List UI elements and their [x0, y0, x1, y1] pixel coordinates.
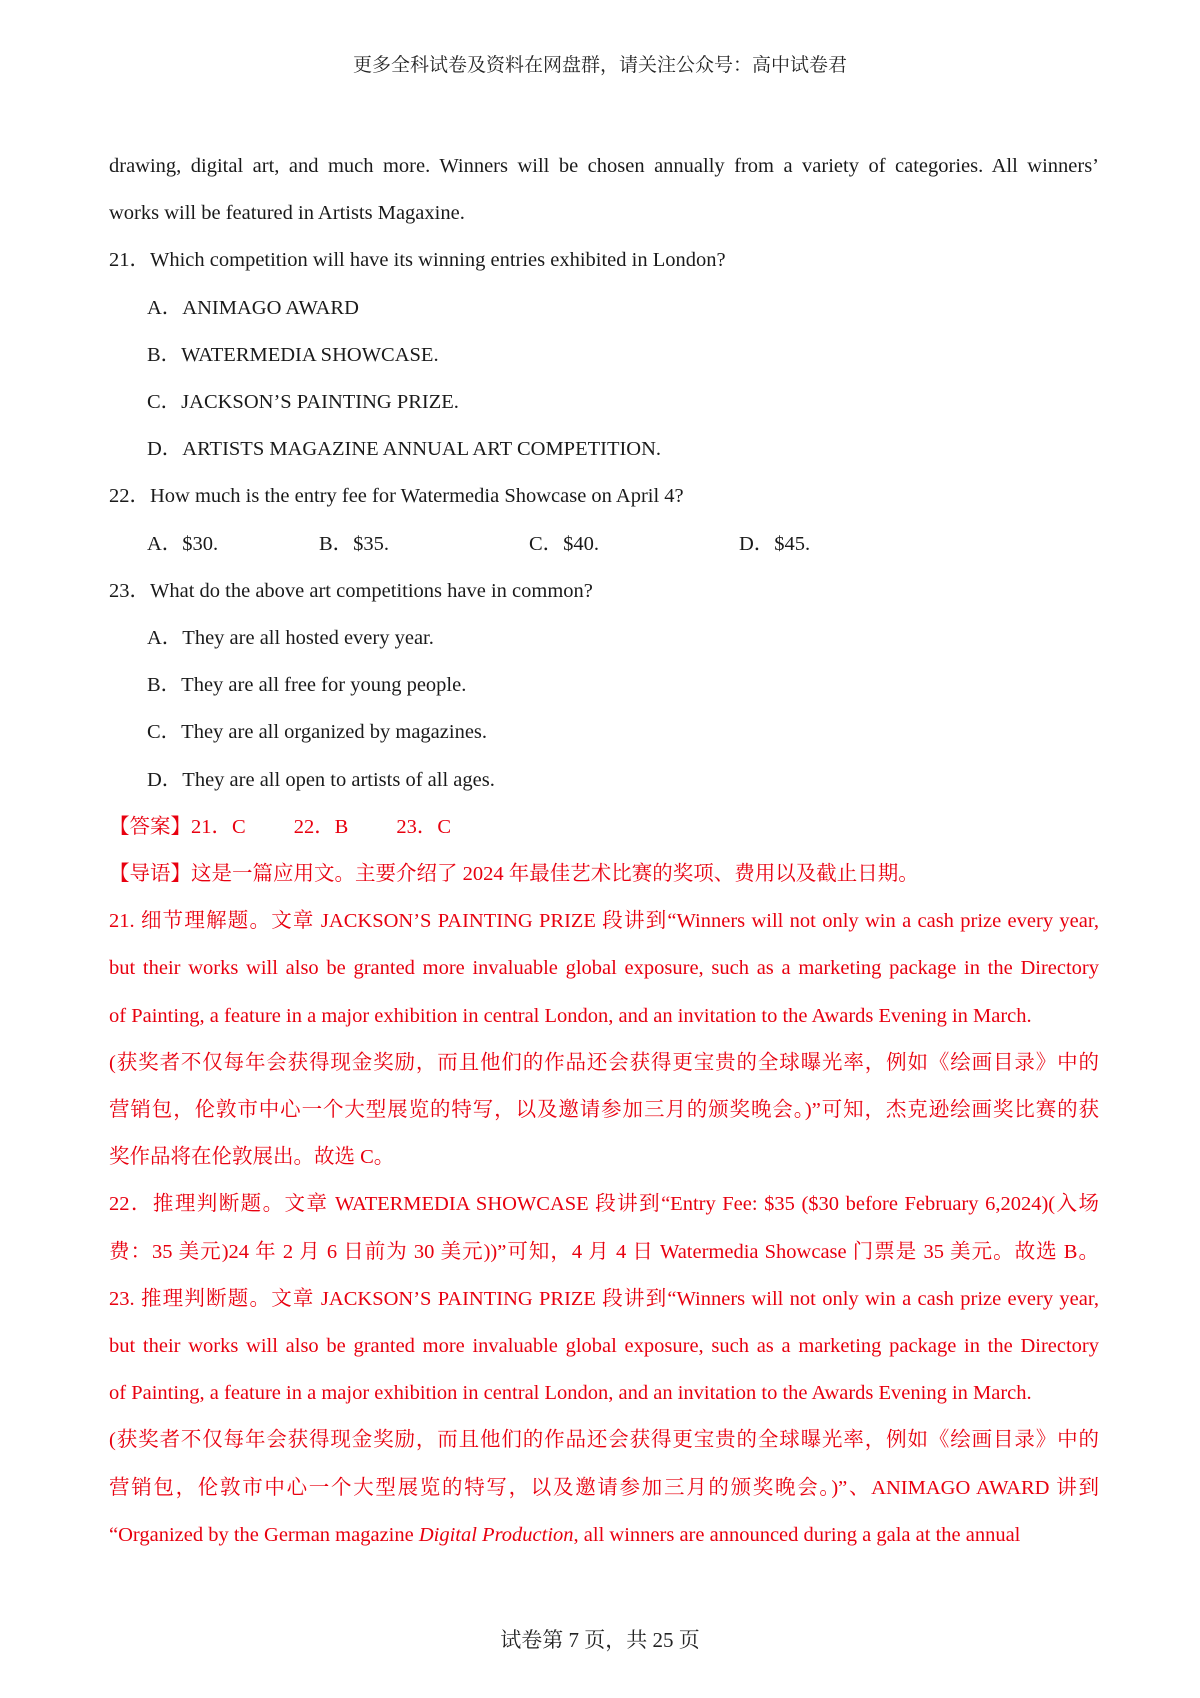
question-23-option-d: D．They are all open to artists of all ages. [147, 768, 495, 791]
document-body [109, 143, 1099, 1559]
guide-text: 这是一篇应用文。主要介绍了 2024 年最佳艺术比赛的奖项、费用以及截止日期。 [191, 863, 919, 886]
page-header: 更多全科试卷及资料在网盘群，请关注公众号：高中试卷君 [352, 55, 847, 76]
question-22-option-c: C．$40. [529, 532, 600, 555]
answer-22: 22．B [293, 815, 349, 838]
question-22-option-a: A．$30. [147, 532, 219, 555]
question-22-options [109, 521, 1099, 568]
explanation-21-line: (获奖者不仅每年会获得现金奖励，而且他们的作品还会获得更宝贵的全球曝光率，例如《绘画目录》中的 [109, 1051, 1099, 1074]
explanation-23-quote-start: “Organized by the German magazine [109, 1523, 419, 1546]
explanation-23-line: 23. 推理判断题。文章 JACKSON’S PAINTING PRIZE 段讲到“Winners will not only win a cash prize every year, [109, 1287, 1099, 1310]
question-23-option-c: C．They are all organized by magazines. [147, 721, 488, 744]
question-21-option-d: D．ARTISTS MAGAZINE ANNUAL ART COMPETITION. [147, 438, 662, 461]
explanation-23-line: but their works will also be granted more invaluable global exposure, such as a marketing package in the Directory [109, 1335, 1099, 1358]
explanation-21-line: 21. 细节理解题。文章 JACKSON’S PAINTING PRIZE 段讲到“Winners will not only win a cash prize every year, [109, 910, 1099, 933]
guide-label: 【导语】 [109, 863, 191, 886]
explanation-23-line: of Painting, a feature in a major exhibition in central London, and an invitation to the Awards Evening in March. [109, 1382, 1032, 1405]
explanation-23-quote-rest: , all winners are announced during a gala at the annual [573, 1523, 1021, 1546]
magazine-title: Digital Production [418, 1523, 574, 1546]
explanation-21-line: of Painting, a feature in a major exhibition in central London, and an invitation to the Awards Evening in March. [109, 1004, 1032, 1027]
answer-21: 21．C [191, 815, 246, 838]
explanation-23-line: 营销包，伦敦市中心一个大型展览的特写，以及邀请参加三月的颁奖晚会。)”、ANIMAGO AWARD 讲到 [109, 1476, 1099, 1499]
explanation-21-line: 营销包，伦敦市中心一个大型展览的特写，以及邀请参加三月的颁奖晚会。)”可知，杰克逊绘画奖比赛的获 [109, 1099, 1099, 1122]
explanation-23-line [109, 1512, 1099, 1559]
explanation-22-line: 22．推理判断题。文章 WATERMEDIA SHOWCASE 段讲到“Entry Fee: $35 ($30 before February 6,2024)(入场 [109, 1193, 1099, 1216]
question-21-stem: 21．Which competition will have its winning entries exhibited in London? [109, 249, 726, 272]
question-21-option-a: A．ANIMAGO AWARD [147, 296, 359, 319]
answer-23: 23．C [396, 815, 452, 838]
answer-label: 【答案】 [109, 815, 191, 838]
explanation-22-line: 费：35 美元)24 年 2 月 6 日前为 30 美元))”可知，4 月 4 日 Watermedia Showcase 门票是 35 美元。故选 B。 [109, 1240, 1099, 1263]
guide-line [109, 851, 1099, 898]
explanation-21-line: 奖作品将在伦敦展出。故选 C。 [109, 1146, 395, 1169]
question-21-option-c: C．JACKSON’S PAINTING PRIZE. [147, 391, 459, 414]
explanation-23-line: (获奖者不仅每年会获得现金奖励，而且他们的作品还会获得更宝贵的全球曝光率，例如《绘画目录》中的 [109, 1429, 1099, 1452]
question-21-option-b: B．WATERMEDIA SHOWCASE. [147, 343, 439, 366]
question-23-stem: 23．What do the above art competitions have in common? [109, 579, 593, 602]
passage-line: works will be featured in Artists Magaxine. [109, 202, 465, 225]
question-22-option-b: B．$35. [319, 532, 390, 555]
question-23-option-b: B．They are all free for young people. [147, 674, 467, 697]
question-23-option-a: A．They are all hosted every year. [147, 627, 434, 650]
explanation-21-line: but their works will also be granted more invaluable global exposure, such as a marketing package in the Directory [109, 957, 1099, 980]
page-footer: 试卷第 7 页，共 25 页 [500, 1628, 700, 1652]
question-22-stem: 22．How much is the entry fee for Watermedia Showcase on April 4? [109, 485, 684, 508]
answer-line [109, 804, 1099, 851]
passage-line: drawing, digital art, and much more. Winners will be chosen annually from a variety of categories. All winners’ [109, 155, 1099, 177]
question-22-option-d: D．$45. [739, 532, 811, 555]
